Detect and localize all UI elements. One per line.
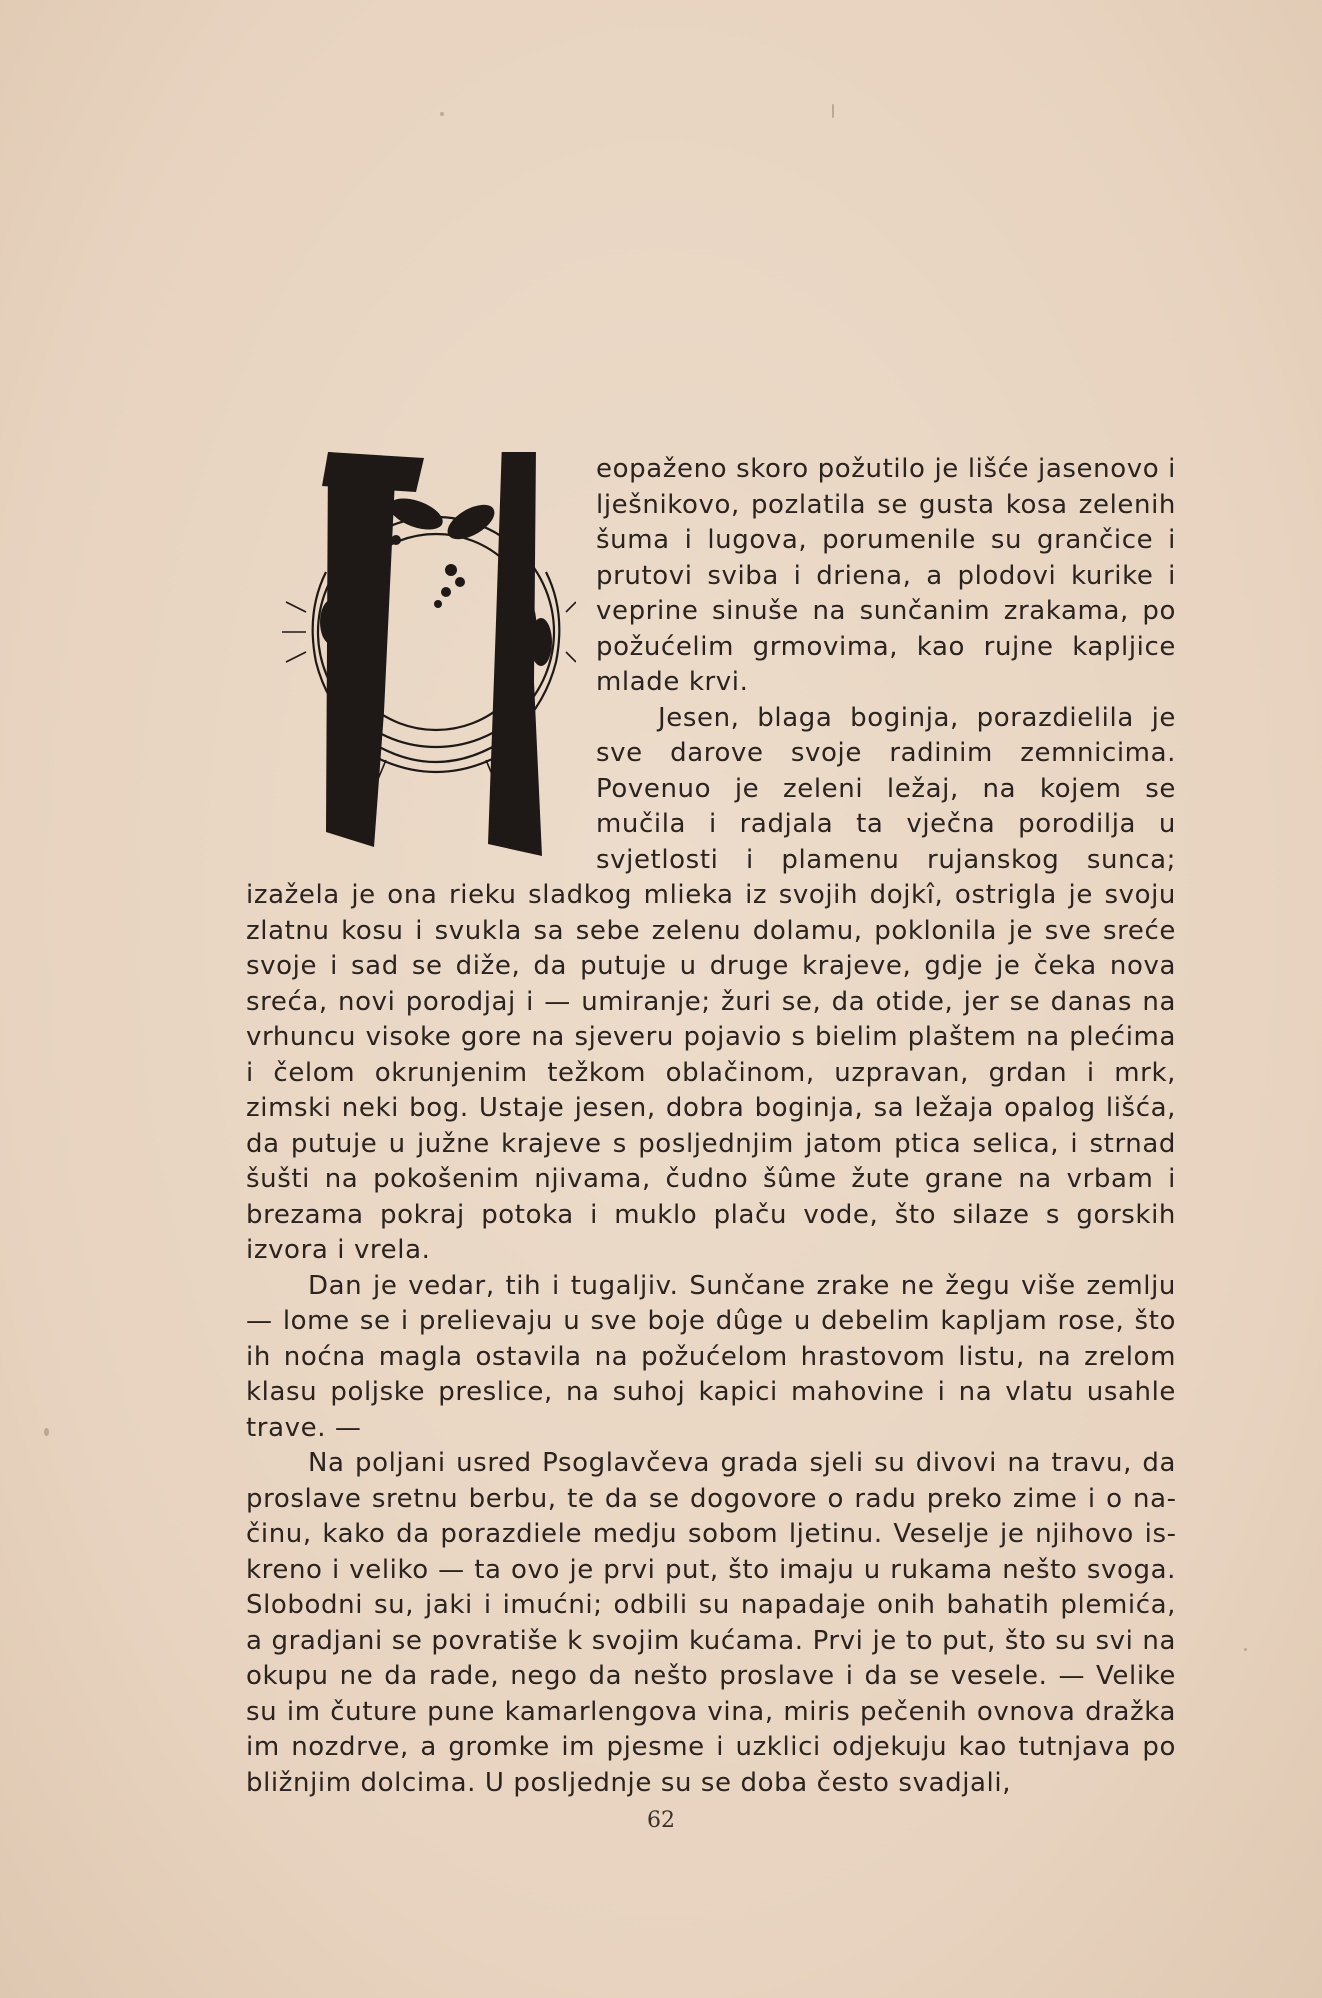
paragraph-4: Na poljani usred Psoglavčeva grada sjeli su divovi na travu, da proslave sretnu berbu, te da se dogovore o radu preko zime i o načinu, kako da porazdiele medju sobom ljetinu. Veselje je njihovo iskreno i veliko — ta ovo je prvi put, što imaju u rukama nešto svoga. Slobodni su, jaki i imućni; odbili su napadaje onih bahatih plemića, a gradjani se povratiše k svojim kućama. Prvi je to put, što su svi na okupu ne da rade, nego da nešto proslave i da se vesele. — Velike su im čuture pune kamarlengova vina, miris pečenih ovnova dražka im nozdrve, a gromke im pjesme i uzklici odjekuju kao tutnjava po bližnjim dolcima. U posljednje su se doba često svadjali, bbox=[246, 1448, 1176, 1798]
page-number: 62 bbox=[647, 1808, 675, 1833]
paper-speck bbox=[440, 112, 444, 116]
ornament-wreath-icon bbox=[246, 452, 576, 862]
paper-speck bbox=[832, 104, 834, 118]
decorative-initial-n bbox=[246, 452, 596, 872]
paper-speck bbox=[1244, 1648, 1247, 1651]
paper-speck bbox=[44, 1428, 49, 1436]
paragraph-1: eopaženo skoro požutilo je lišće jasenovo i lješnikovo, pozlatila se gusta kosa zelenih šuma i lugova, porumenile su grančice i prutovi sviba i driena, a plodovi kurike i veprine sinuše na sunčanim zrakama, po požućelim grmovima, kao rujne kapljice mlade krvi. bbox=[596, 454, 1176, 697]
text-body bbox=[246, 452, 1176, 1801]
paragraph-3: Dan je vedar, tih i tugaljiv. Sunčane zrake ne žegu više zemlju — lome se i prelievaju u sve boje dûge u debelim kapljam rose, što ih noćna magla ostavila na požućelom hrastovom listu, na zrelom klasu poljske preslice, na suhoj kapici mahovine i na vlatu usahle trave. — bbox=[246, 1270, 1176, 1443]
paragraph-2: Jesen, blaga boginja, porazdielila je sve darove svoje radinim zemnicima. Povenuo je zeleni ležaj, na kojem se mučila i radjala ta vječna porodilja u svjetlosti i plamenu rujanskog sunca; izažela je ona rieku sladkog mlieka iz svojih dojkî, ostrigla je svoju zlatnu kosu i svukla sa sebe zelenu dolamu, poklonila je sve sreće svoje i sad se diže, da putuje u druge krajeve, gdje je čeka nova sreća, novi porodjaj i — umiranje; žuri se, da otide, jer se danas na vrhuncu visoke gore na sjeveru pojavio s bielim plaštem na plećima i čelom okrunjenim težkom oblačinom, uzpravan, grdan i mrk, zimski neki bog. Ustaje jesen, dobra boginja, sa ležaja opalog lišća, da putuje u južne krajeve s posljednjim jatom ptica selica, i strnad šušti na pokošenim njivama, čudno šûme žute grane na vrbam i brezama pokraj potoka i muklo plaču vode, što silaze s gorskih izvora i vrela. bbox=[246, 702, 1176, 1265]
